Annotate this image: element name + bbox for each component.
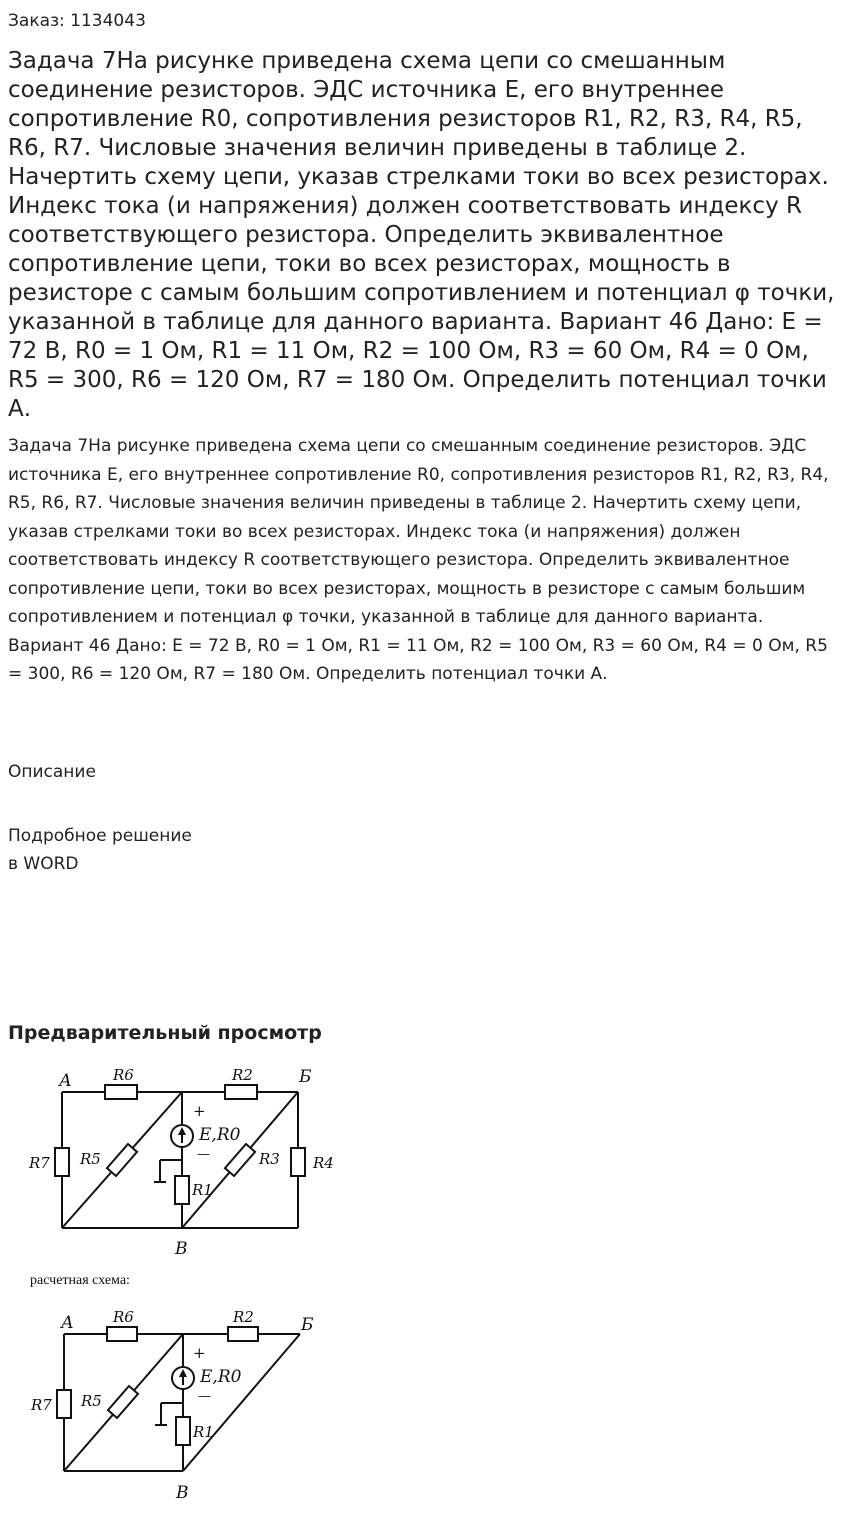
description-line: Подробное решение [8, 826, 192, 846]
resistor-label-r4: R4 [313, 1154, 334, 1172]
resistor-label-r1: R1 [193, 1423, 214, 1441]
order-number: Заказ: 1134043 [8, 11, 146, 31]
node-label-v: В [176, 1483, 189, 1503]
calc-scheme-caption: расчетная схема: [30, 1273, 130, 1288]
circuit-scheme-calculation [25, 1300, 345, 1505]
task-description: Задача 7На рисунке приведена схема цепи со смешанным соединение резисторов. ЭДС источника Е, его внутреннее сопротивление R0, сопротивления резисторов R1, R2, R3, R4, R5, R6, R7. Числовые значения величин приведены в таблице 2. Начертить схему цепи, указав стрелками токи во всех резисторах. Индекс тока (и напряжения) должен соответствовать индексу R соответствующего резистора. Определить эквивалентное сопротивление цепи, токи во всех резисторах, мощность в резисторе с самым большим сопротивлением и потенциал φ точки, указанной в таблице для данного варианта. Вариант 46 Дано: Е = 72 В, R0 = 1 Ом, R1 = 11 Ом, R2 = 100 Ом, R3 = 60 Ом, R4 = 0 Ом, R5 = 300, R6 = 120 Ом, R7 = 180 Ом. Определить потенциал точки А. [8, 436, 829, 684]
resistor-label-r2: R2 [232, 1066, 253, 1084]
node-label-v: В [175, 1239, 188, 1259]
node-label-b: Б [301, 1315, 314, 1335]
node-label-b: Б [299, 1067, 312, 1087]
source-plus: + [193, 1344, 206, 1362]
resistor-label-r5: R5 [80, 1150, 101, 1168]
circuit-scheme-original [25, 1060, 345, 1260]
source-plus: + [193, 1102, 206, 1120]
description-body [8, 822, 192, 878]
source-minus: — [197, 1147, 210, 1162]
node-label-a: А [59, 1071, 72, 1091]
resistor-label-r7: R7 [29, 1154, 50, 1172]
resistor-label-r1: R1 [192, 1181, 213, 1199]
description-heading: Описание [8, 762, 96, 782]
resistor-label-r6: R6 [113, 1308, 134, 1326]
source-label: E,R0 [200, 1367, 242, 1387]
preview-heading: Предварительный просмотр [8, 1022, 322, 1044]
circuit-diagram [25, 1060, 345, 1260]
source-label: E,R0 [199, 1125, 241, 1145]
resistor-label-r6: R6 [113, 1066, 134, 1084]
resistor-label-r7: R7 [31, 1396, 52, 1414]
resistor-label-r5: R5 [81, 1392, 102, 1410]
resistor-label-r3: R3 [259, 1150, 280, 1168]
task-title: Задача 7На рисунке приведена схема цепи со смешанным соединение резисторов. ЭДС источника Е, его внутреннее сопротивление R0, сопротивления резисторов R1, R2, R3, R4, R5, R6, R7. Числовые значения величин приведены в таблице 2. Начертить схему цепи, указав стрелками токи во всех резисторах. Индекс тока (и напряжения) должен соответствовать индексу R соответствующего резистора. Определить эквивалентное сопротивление цепи, токи во всех резисторах, мощность в резисторе с самым большим сопротивлением и потенциал φ точки, указанной в таблице для данного варианта. Вариант 46 Дано: Е = 72 В, R0 = 1 Ом, R1 = 11 Ом, R2 = 100 Ом, R3 = 60 Ом, R4 = 0 Ом, R5 = 300, R6 = 120 Ом, R7 = 180 Ом. Определить потенциал точки А. [8, 48, 835, 422]
resistor-label-r2: R2 [233, 1308, 254, 1326]
node-label-a: А [61, 1313, 74, 1333]
circuit-diagram-calc [25, 1300, 345, 1505]
source-minus: — [198, 1389, 211, 1404]
description-line: в WORD [8, 854, 79, 874]
